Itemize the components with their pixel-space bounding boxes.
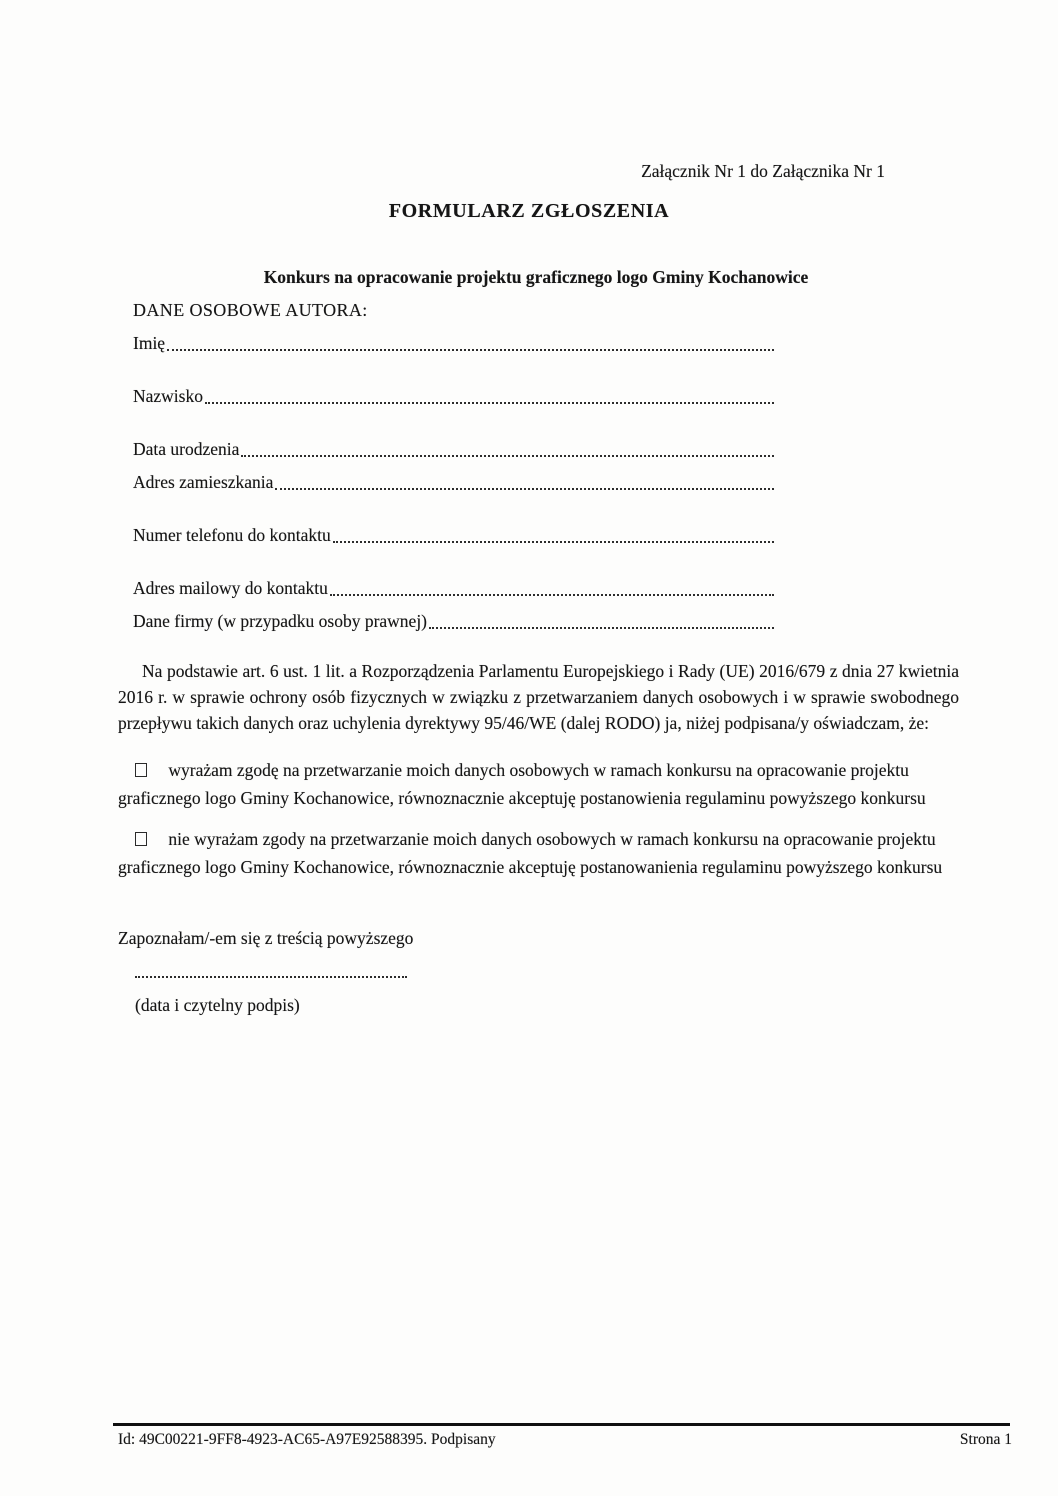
closing-statement: Zapoznałam/-em się z treścią powyższego — [118, 928, 414, 948]
document-subtitle: Konkurs na opracowanie projektu graficznego logo Gminy Kochanowice — [263, 267, 809, 287]
signature-dotted-line — [135, 960, 407, 978]
field-last-name — [133, 385, 774, 407]
consent-options — [118, 757, 951, 881]
document-title: FORMULARZ ZGŁOSZENIA — [388, 200, 670, 222]
personal-data-section-heading: DANE OSOBOWE AUTORA: — [133, 300, 368, 320]
field-phone — [133, 524, 774, 546]
field-email-label: Adres mailowy do kontaktu — [133, 578, 328, 598]
consent-disagree-text: nie wyrażam zgody na przetwarzanie moich danych osobowych w ramach konkursu na opracowanie projektu graficznego logo Gminy Kochanowice, równoznacznie akceptuję postanowanienia regulaminu powyższego konkursu — [118, 829, 943, 877]
dotted-leader — [330, 594, 774, 596]
consent-disagree-checkbox — [135, 832, 147, 846]
field-first-name — [133, 332, 774, 354]
field-email — [133, 577, 774, 599]
consent-option-disagree — [118, 826, 951, 881]
dotted-leader — [205, 402, 774, 404]
dotted-leader — [167, 349, 774, 351]
attachment-note: Załącznik Nr 1 do Załącznika Nr 1 — [641, 161, 885, 181]
dotted-leader — [241, 455, 774, 457]
page-footer — [118, 1431, 1012, 1449]
field-address — [133, 471, 774, 493]
footer-divider — [113, 1423, 1010, 1426]
field-company-data-label: Dane firmy (w przypadku osoby prawnej) — [133, 611, 428, 631]
field-company-data — [133, 610, 774, 632]
rodo-intro-paragraph: Na podstawie art. 6 ust. 1 lit. a Rozporządzenia Parlamentu Europejskiego i Rady (UE) 2016/679 z dnia 27 kwietnia 2016 r. w sprawie ochrony osób fizycznych w związku z przetwarzaniem danych osobowych i w sprawie swobodnego przepływu takich danych oraz uchylenia dyrektywy 95/46/WE (dalej RODO) ja, niżej podpisana/y oświadczam, że: — [118, 661, 959, 733]
dotted-leader — [429, 627, 774, 629]
field-address-label: Adres zamieszkania — [133, 472, 274, 492]
page-number: Strona 1 — [959, 1431, 1012, 1448]
document-id: Id: 49C00221-9FF8-4923-AC65-A97E92588395. Podpisany — [118, 1431, 496, 1448]
dotted-leader — [333, 541, 774, 543]
consent-agree-checkbox — [135, 763, 147, 777]
consent-agree-text: wyrażam zgodę na przetwarzanie moich danych osobowych w ramach konkursu na opracowanie projektu graficznego logo Gminy Kochanowice, równoznacznie akceptuję postanowienia regulaminu powyższego konkursu — [118, 760, 926, 808]
dotted-leader — [275, 488, 774, 490]
field-birth-date-label: Data urodzenia — [133, 439, 240, 459]
field-phone-label: Numer telefonu do kontaktu — [133, 525, 331, 545]
personal-data-fields — [133, 332, 774, 632]
field-first-name-label: Imię — [133, 333, 166, 353]
consent-option-agree — [118, 757, 951, 812]
field-birth-date — [133, 438, 774, 460]
signature-caption: (data i czytelny podpis) — [135, 995, 300, 1015]
field-last-name-label: Nazwisko — [133, 386, 203, 406]
